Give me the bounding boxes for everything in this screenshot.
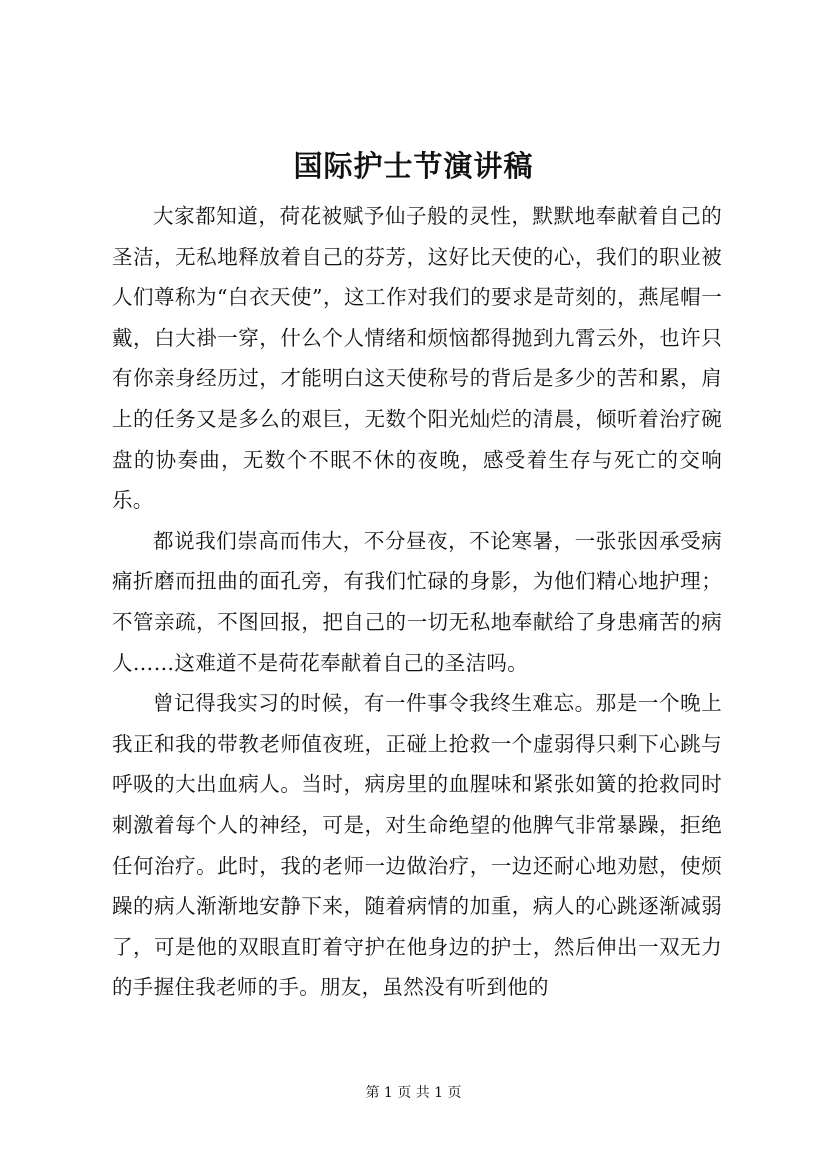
body-text: [112, 196, 722, 1008]
paragraph-1: 大家都知道，荷花被赋予仙子般的灵性，默默地奉献着自己的圣洁，无私地释放着自己的芬芳，这好比天使的心，我们的职业被人们尊称为“白衣天使”，这工作对我们的要求是苛刻的，燕尾帽一戴，白大褂一穿，什么个人情绪和烦恼都得抛到九霄云外，也许只有你亲身经历过，才能明白这天使称号的背后是多少的苦和累，肩上的任务又是多么的艰巨，无数个阳光灿烂的清晨，倾听着治疗碗盘的协奏曲，无数个不眠不休的夜晚，感受着生存与死亡的交响乐。: [112, 204, 722, 513]
page-footer: 第 1 页 共 1 页: [365, 1085, 462, 1101]
paragraph-2: 都说我们崇高而伟大，不分昼夜，不论寒暑，一张张因承受病痛折磨而扭曲的面孔旁，有我们忙碌的身影，为他们精心地护理；不管亲疏，不图回报，把自己的一切无私地奉献给了身患痛苦的病人……这难道不是荷花奉献着自己的圣洁吗。: [112, 528, 722, 675]
paragraph-3: 曾记得我实习的时候，有一件事令我终生难忘。那是一个晚上我正和我的带教老师值夜班，正碰上抢救一个虚弱得只剩下心跳与呼吸的大出血病人。当时，病房里的血腥味和紧张如簧的抢救同时刺激着每个人的神经，可是，对生命绝望的他脾气非常暴躁，拒绝任何治疗。此时，我的老师一边做治疗，一边还耐心地劝慰，使烦躁的病人渐渐地安静下来，随着病情的加重，病人的心跳逐渐减弱了，可是他的双眼直盯着守护在他身边的护士，然后伸出一双无力的手握住我老师的手。朋友，虽然没有听到他的: [112, 691, 722, 1000]
page-title: 国际护士节演讲稿: [293, 149, 534, 183]
